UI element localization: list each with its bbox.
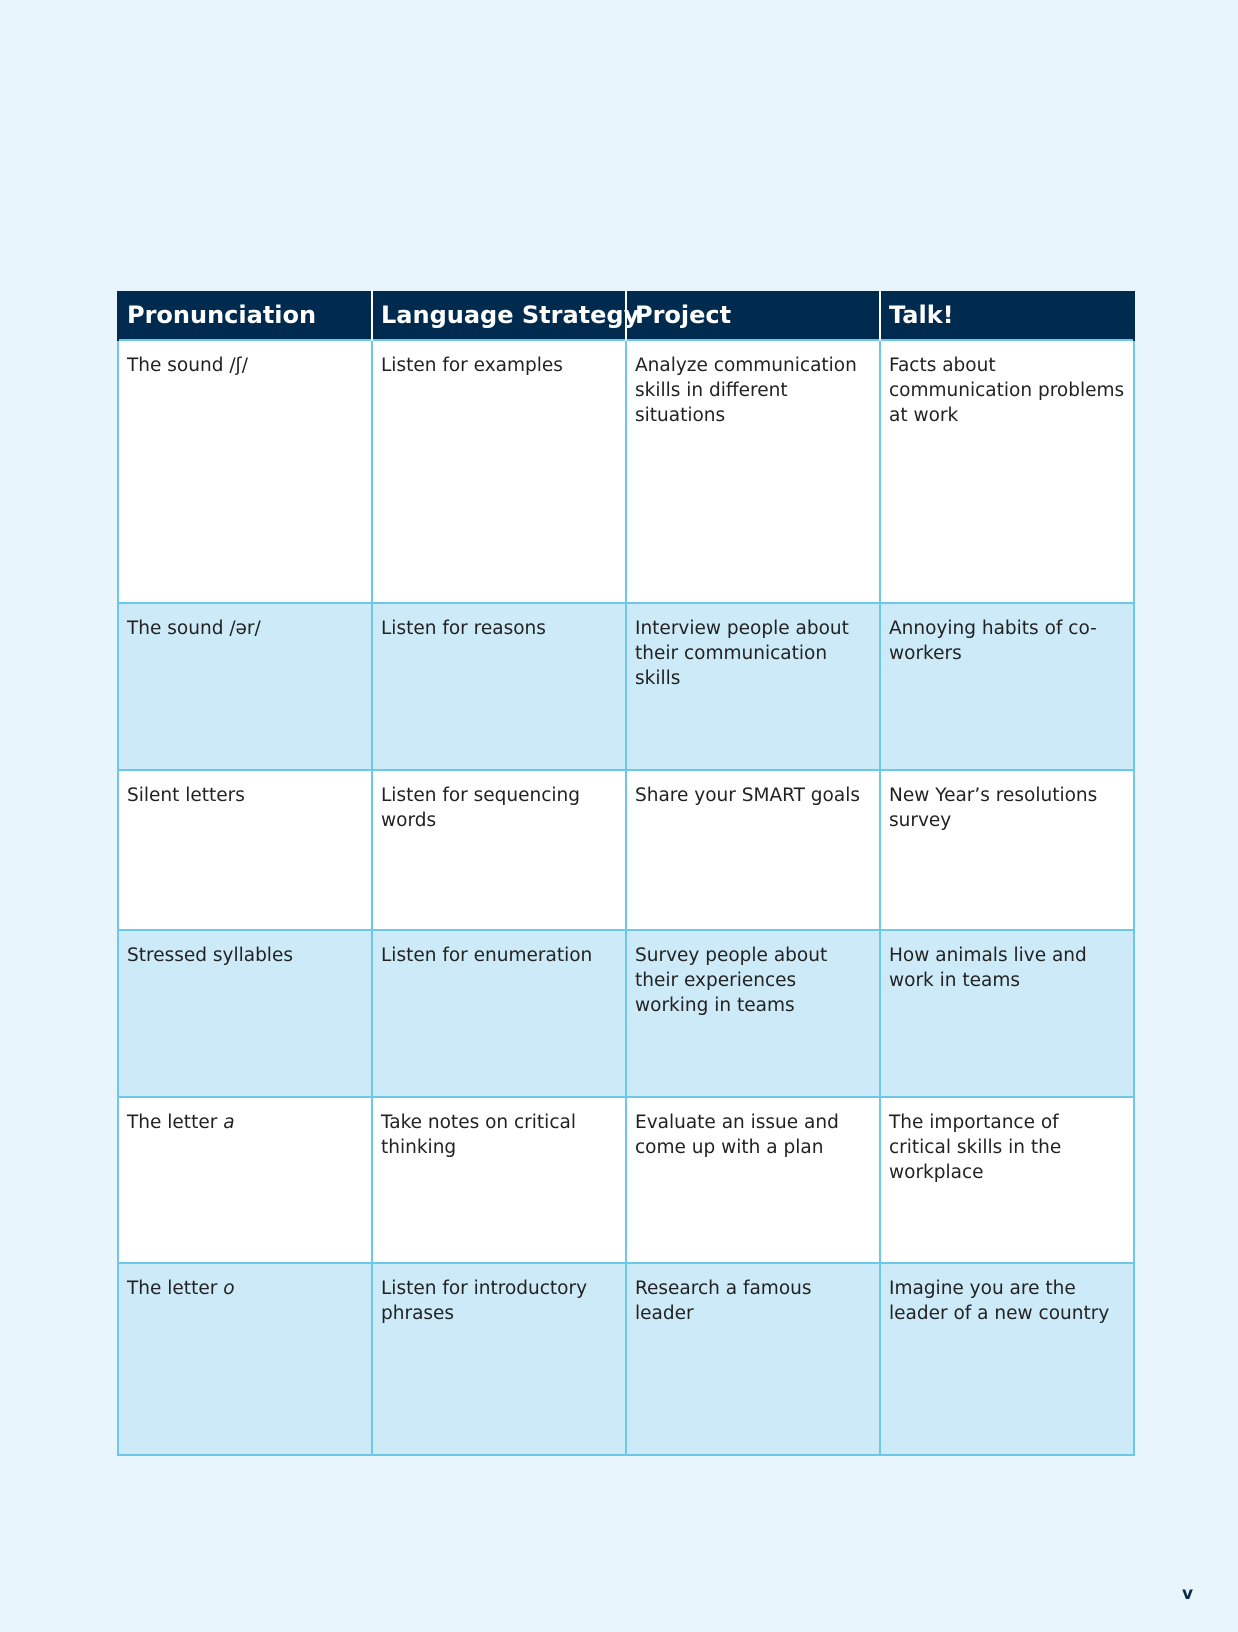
table-row (118, 770, 1134, 930)
table-row (118, 603, 1134, 770)
table-row (118, 340, 1134, 603)
table-row (118, 1263, 1134, 1455)
cell-pronunciation-text: The sound /ər/ (127, 618, 261, 639)
cell-pronunciation-italic: a (223, 1112, 235, 1133)
cell-pronunciation-text: Silent letters (127, 785, 245, 806)
cell-pronunciation-text: The letter (127, 1112, 224, 1133)
cell-pronunciation-text: The sound /ʃ/ (127, 355, 248, 376)
cell-language-strategy: Listen for sequencing words (372, 770, 626, 930)
header-pronunciation: Pronunciation (118, 291, 372, 340)
cell-talk: The importance of critical skills in the workplace (880, 1097, 1134, 1263)
cell-pronunciation (118, 1263, 372, 1455)
cell-talk: How animals live and work in teams (880, 930, 1134, 1097)
cell-pronunciation-italic: o (223, 1278, 235, 1299)
cell-language-strategy: Listen for enumeration (372, 930, 626, 1097)
table-header-row (118, 291, 1134, 340)
cell-pronunciation (118, 603, 372, 770)
header-language-strategy: Language Strategy (372, 291, 626, 340)
cell-project: Share your SMART goals (626, 770, 880, 930)
cell-language-strategy: Take notes on critical thinking (372, 1097, 626, 1263)
table-row (118, 930, 1134, 1097)
cell-pronunciation (118, 770, 372, 930)
cell-pronunciation (118, 1097, 372, 1263)
cell-project: Evaluate an issue and come up with a plan (626, 1097, 880, 1263)
cell-language-strategy: Listen for introductory phrases (372, 1263, 626, 1455)
cell-pronunciation-text: The letter (127, 1278, 224, 1299)
cell-language-strategy: Listen for reasons (372, 603, 626, 770)
cell-talk: Facts about communication problems at work (880, 340, 1134, 603)
cell-pronunciation (118, 340, 372, 603)
cell-pronunciation (118, 930, 372, 1097)
syllabus-table (117, 291, 1135, 1456)
cell-talk: Annoying habits of co-workers (880, 603, 1134, 770)
cell-pronunciation-text: Stressed syllables (127, 945, 293, 966)
table-row (118, 1097, 1134, 1263)
cell-language-strategy: Listen for examples (372, 340, 626, 603)
header-project: Project (626, 291, 880, 340)
cell-project: Analyze communication skills in different situations (626, 340, 880, 603)
cell-talk: New Year’s resolutions survey (880, 770, 1134, 930)
page-number: v (1182, 1584, 1194, 1604)
cell-project: Interview people about their communication skills (626, 603, 880, 770)
header-talk: Talk! (880, 291, 1134, 340)
cell-project: Survey people about their experiences working in teams (626, 930, 880, 1097)
cell-talk: Imagine you are the leader of a new country (880, 1263, 1134, 1455)
cell-project: Research a famous leader (626, 1263, 880, 1455)
